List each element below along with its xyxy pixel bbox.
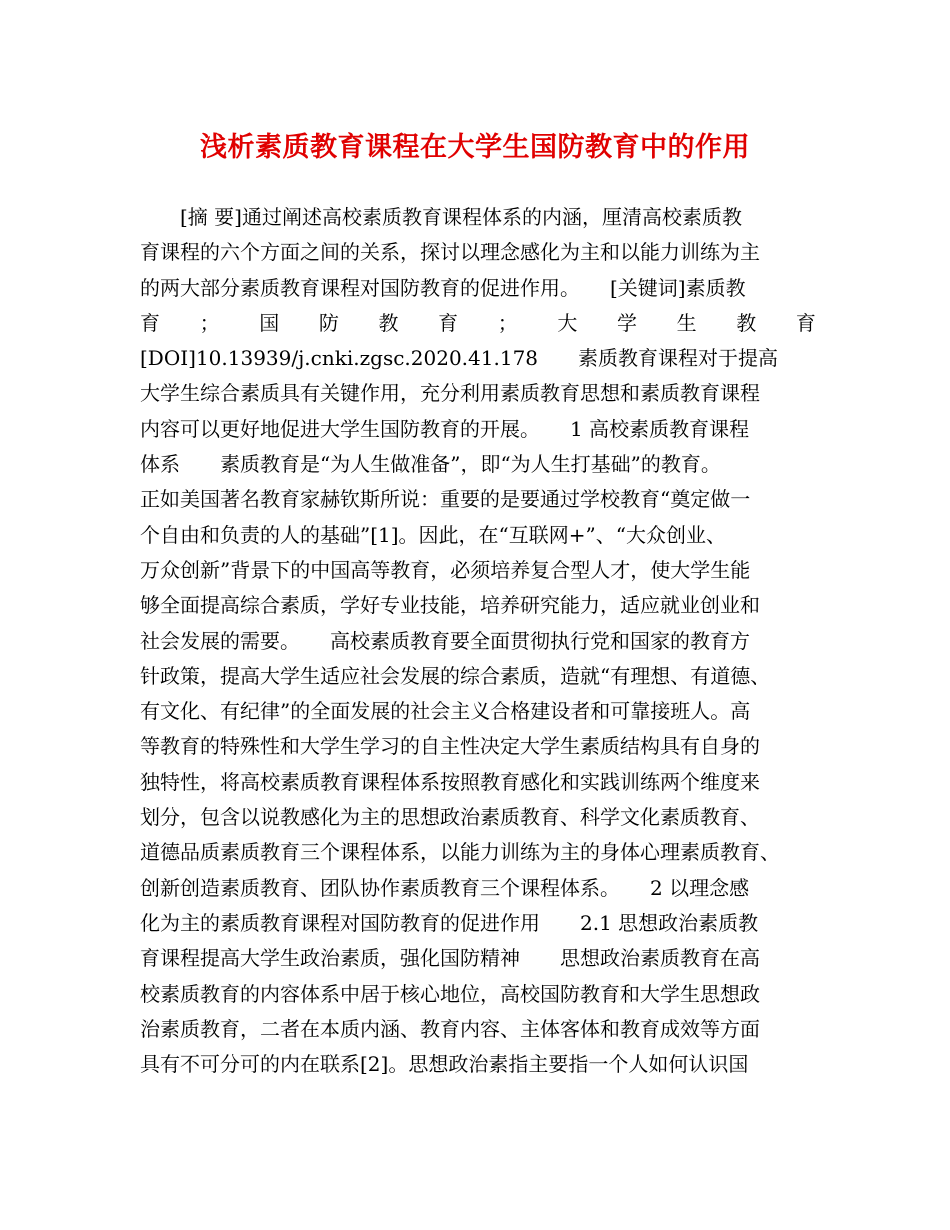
body-line: 化为主的素质教育课程对国防教育的促进作用 2.1 思想政治素质教	[140, 910, 759, 935]
body-line: 道德品质素质教育三个课程体系，以能力训练为主的身体心理素质教育、	[140, 840, 780, 865]
body-line: 育课程提高大学生政治素质，强化国防精神 思想政治素质教育在高	[140, 946, 760, 971]
body-line: 校素质教育的内容体系中居于核心地位，高校国防教育和大学生思想政	[140, 981, 760, 1006]
keyword-char: 教	[378, 310, 399, 335]
keyword-char: 生	[676, 310, 697, 335]
body-line: 划分，包含以说教感化为主的思想政治素质教育、科学文化素质教育、	[140, 805, 760, 830]
body-line: 个自由和负责的人的基础”[1]。因此，在“互联网+”、“大众创业、	[140, 522, 726, 547]
body-line: 创新创造素质教育、团队协作素质教育三个课程体系。 2 以理念感	[140, 875, 750, 900]
keyword-char: ；	[199, 310, 220, 335]
body-line: 万众创新”背景下的中国高等教育，必须培养复合型人才，使大学生能	[140, 557, 751, 582]
body-line: 治素质教育，二者在本质内涵、教育内容、主体客体和教育成效等方面	[140, 1016, 760, 1041]
body-line: 有文化、有纪律”的全面发展的社会主义合格建设者和可靠接班人。高	[140, 699, 751, 724]
keywords-spread-line	[140, 306, 816, 341]
body-line: 独特性，将高校素质教育课程体系按照教育感化和实践训练两个维度来	[140, 769, 760, 794]
body-line: 针政策，提高大学生适应社会发展的综合素质，造就“有理想、有道德、	[140, 663, 771, 688]
keyword-char: 育	[795, 310, 816, 335]
document-body	[140, 200, 816, 1082]
keyword-char: 防	[318, 310, 339, 335]
document-title: 浅析素质教育课程在大学生国防教育中的作用	[200, 132, 750, 163]
keyword-char: 大	[557, 310, 578, 335]
keyword-char: 国	[259, 310, 280, 335]
body-line: 的两大部分素质教育课程对国防教育的促进作用。 [关键词]素质教	[140, 275, 746, 300]
body-line: 等教育的特殊性和大学生学习的自主性决定大学生素质结构具有自身的	[140, 734, 760, 759]
body-line: 具有不可分可的内在联系[2]。思想政治素指主要指一个人如何认识国	[140, 1052, 749, 1077]
body-line: [摘 要]通过阐述高校素质教育课程体系的内涵，厘清高校素质教	[140, 205, 742, 229]
body-line: 正如美国著名教育家赫钦斯所说：重要的是要通过学校教育“奠定做一	[140, 487, 751, 512]
keyword-char: 育	[438, 310, 459, 335]
body-line: 够全面提高综合素质，学好专业技能，培养研究能力，适应就业创业和	[140, 593, 760, 618]
keyword-char: 学	[617, 310, 637, 335]
body-line: 育课程的六个方面之间的关系，探讨以理念感化为主和以能力训练为主	[140, 240, 760, 265]
keyword-char: ；	[497, 310, 518, 335]
body-line: 体系 素质教育是“为人生做准备”，即“为人生打基础”的教育。	[140, 452, 721, 477]
body-line: 内容可以更好地促进大学生国防教育的开展。 1 高校素质教育课程	[140, 416, 750, 441]
body-line: 社会发展的需要。 高校素质教育要全面贯彻执行党和国家的教育方	[140, 628, 750, 653]
keyword-char: 育	[140, 310, 160, 335]
body-line: [DOI]10.13939/j.cnki.zgsc.2020.41.178 素质教育课程对于提高	[140, 346, 779, 371]
keyword-char: 教	[736, 310, 757, 335]
body-line: 大学生综合素质具有关键作用，充分利用素质教育思想和素质教育课程	[140, 381, 760, 406]
